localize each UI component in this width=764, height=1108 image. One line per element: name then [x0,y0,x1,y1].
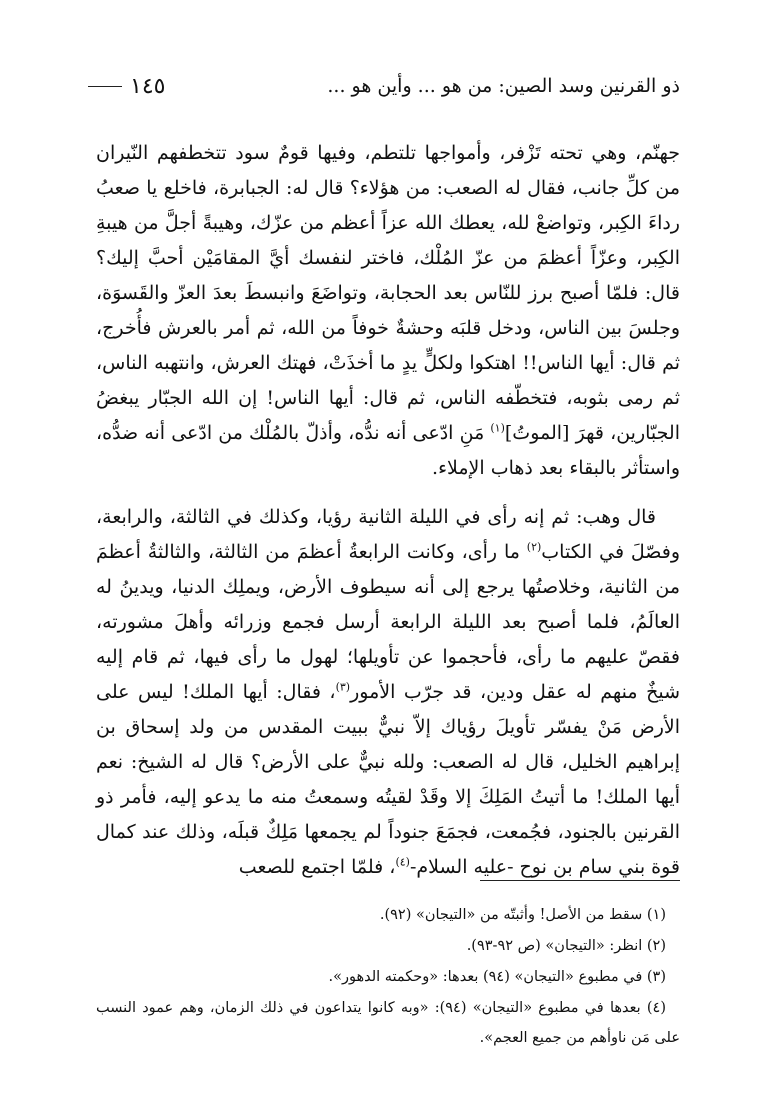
footnote-separator [480,880,680,881]
footnote-marker-1: (١) [490,421,505,435]
paragraph-1 [96,136,680,486]
page-number-block [88,74,165,99]
footnote-4: (٤) بعدها في مطبوع «التيجان» (٩٤): «وبه كانوا يتداعون في ذلك الزمان، وهم عمود النسب على مَن ناوأهم من جميع العجم». [96,1000,680,1046]
paragraph-2-text-c: ، فقال: أيها الملك! ليس على الأرض مَنْ يفسّر تأويلَ رؤياك إلاّ نبيٌّ ببيت المقدس من ولد إسحاق بن إبراهيم الخليل، قال له الصعب: ولله نبيٌّ على الأرض؟ قال له الشيخ: نعم أيها الملك! ما أتيتُ المَلِكَ إلا وقَدْ لقيتُه وسمعتُ منه ما يدعو إليه، فأمر ذو القرنين بالجنود، فجُمعت، فجمَعَ جنوداً لم يجمعها مَلِكٌ قبلَه، وذلك عند كمال قوة بني سام بن نوح -عليه السلام- [96,681,680,878]
footnote-marker-2: (٢) [526,540,542,554]
page-number: ١٤٥ [130,73,166,99]
paragraph-1-text-b: مَنِ ادّعى أنه ندُّه، وأذلّ بالمُلْك من ادّعى أنه ضدُّه، واستأثر بالبقاء بعد ذهاب الإملاء. [96,422,680,479]
header-rule [88,86,122,87]
running-title: ذو القرنين وسد الصين: من هو ... وأين هو ... [327,75,680,97]
footnote-3: (٣) في مطبوع «التيجان» (٩٤) بعدها: «وحكمته الدهور». [328,969,666,985]
footnotes [96,900,680,1053]
paragraph-1-text-a: جهنّم، وهي تحته تَزْفر، وأمواجها تلتطم، وفيها قومٌ سود تتخطفهم النّيران من كلِّ جانب، فقال له الصعب: من هؤلاء؟ قال له: الجبابرة، فاخلع يا صعبُ رداءَ الكِبر، وتواضعْ لله، يعطك الله عزاً أعظم من عزّك، وهيبةً أجلَّ من هيبةِ الكِبر، وعزّاً أعظمَ من عزّ المُلْك، فاختر لنفسك أيَّ المقامَيْن أحبَّ إليك؟ قال: فلمّا أصبح برز للنّاس بعد الحجابة، وتواضَعَ وانبسطَ بعدَ العزّ والقَسوَة، وجلسَ بين الناس، ودخل قلبَه وحشةٌ خوفاً من الله، ثم أمر بالعرش فأُخرج، ثم قال: أيها الناس!! اهتكوا ولكلٍّ يدٍ ما أخذَتْ، فهتك العرش، وانتهبه الناس، ثم رمى بثوبه، فتخطّفه الناس، ثم قال: أيها الناس! إن الله الجبّار يبغضُ الجبّارين، قهرَ [الموتُ] [96,142,680,444]
footnote-2: (٢) انظر: «التيجان» (ص ٩٢-٩٣). [466,938,666,954]
paragraph-2 [96,500,680,885]
paragraph-2-text-a: قال وهب: ثم إنه رأى في الليلة الثانية رؤيا، وكذلك في الثالثة، والرابعة، وفصّلَ في الكتاب [96,506,680,563]
main-text [96,136,680,885]
running-header [88,66,680,106]
footnote-marker-3: (٣) [335,680,351,694]
paragraph-2-text-b: ما رأى، وكانت الرابعةُ أعظمَ من الثالثة، والثالثةُ أعظمَ من الثانية، وخلاصتُها يرجع إلى أنه سيطوف الأرض، ويملِك الدنيا، ويدينُ له العالَمُ، فلما أصبح بعد الليلة الرابعة أرسل فجمع وزرائه وأهلَ مشورته، فقصّ عليهم ما رأى، فأحجموا عن تأويلها؛ لهول ما رأى فيها، ثم قام إليه شيخٌ منهم له عقل ودين، قد جرّب الأمور [96,541,680,703]
footnote-1: (١) سقط من الأصل! وأثبتّه من «التيجان» (٩٢). [379,907,666,923]
footnote-marker-4: (٤) [395,855,410,869]
paragraph-2-text-d: ، فلمّا اجتمع للصعب [238,856,396,878]
